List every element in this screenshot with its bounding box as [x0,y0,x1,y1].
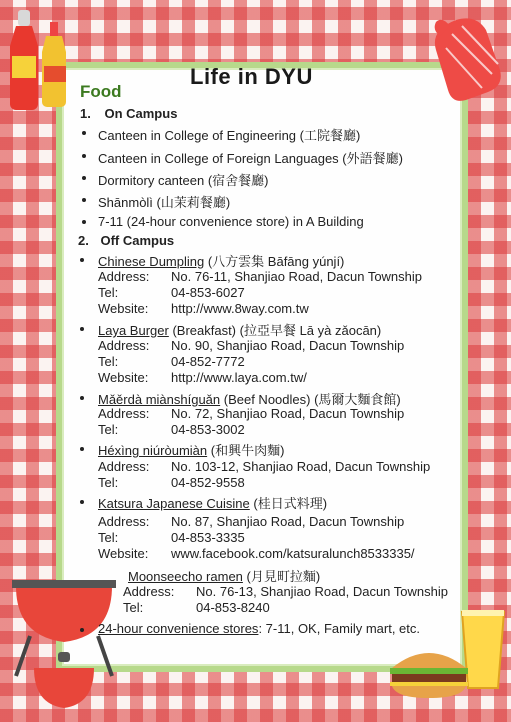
website-link[interactable]: http://www.laya.com.tw/ [171,370,307,385]
bullet [80,396,84,400]
bullet [80,500,84,504]
section-label-food: Food [80,82,122,101]
oven-mitt-icon [432,14,504,106]
list-item: Canteen in College of Foreign Languages (外語餐廳) [98,151,403,166]
tel-value: 04-852-9558 [171,475,245,490]
address-value: No. 87, Shanjiao Road, Dacun Township [171,514,405,529]
address-label: Address: [98,514,150,529]
place-name-link[interactable]: Laya Burger [98,323,169,338]
bullet [80,628,84,632]
tel-label: Tel: [98,530,119,545]
bullet [80,258,84,262]
address-label: Address: [98,338,150,353]
place-tel [98,475,245,490]
website-label: Website: [98,301,149,316]
tel-value: 04-853-3335 [171,530,245,545]
place-extra: (桂日式料理) [249,496,328,511]
list-item: Shānmòlì (山茉莉餐廳) [98,195,231,210]
tel-label: Tel: [98,422,119,437]
tel-label: Tel: [98,285,119,300]
bullet [80,447,84,451]
mustard-bottle-icon [38,22,72,108]
address-label: Address: [123,584,175,599]
place-name-link[interactable]: 24-hour convenience stores [98,621,259,636]
place-address [98,338,404,353]
place-title [98,621,420,636]
page-title: Life in DYU [190,64,313,89]
place-tel [98,422,245,437]
address-value: No. 90, Shanjiao Road, Dacun Township [171,338,405,353]
place-title [98,440,284,459]
place-address [98,459,430,474]
address-value: No. 76-11, Shanjiao Road, Dacun Township [171,269,423,284]
place-address [98,406,404,421]
place-name-link[interactable]: Héxìng niúròumiàn [98,443,208,458]
off-campus-heading [78,233,174,248]
place-address [98,514,404,529]
bullet [82,198,86,202]
list-item: Canteen in College of Engineering (工院餐廳) [98,128,361,143]
tel-label: Tel: [98,475,119,490]
place-website [98,370,307,385]
place-extra: : 7-11, OK, Family mart, etc. [258,621,421,636]
place-tel [98,285,245,300]
place-title [98,251,344,270]
place-extra: (八方雲集 Bāfāng yúnjí) [204,254,345,269]
place-extra: (Beef Noodles) (馬爾大麵食館) [220,392,401,407]
website-label: Website: [98,546,149,561]
place-website [98,546,415,561]
place-name-link[interactable]: Chinese Dumpling [98,254,205,269]
place-extra: (Breakfast) (拉亞早餐 Lā yà zǎocān) [168,323,382,338]
address-label: Address: [98,459,150,474]
heading-text: Off Campus [100,233,175,248]
website-label: Website: [98,370,149,385]
place-tel [98,530,245,545]
list-number: 2. [78,233,89,248]
heading-text: On Campus [104,106,178,121]
address-value: No. 103-12, Shanjiao Road, Dacun Township [171,459,431,474]
place-extra: (和興牛肉麵) [207,443,285,458]
list-number: 1. [80,106,91,121]
address-value: No. 76-13, Shanjiao Road, Dacun Township [196,584,448,599]
address-label: Address: [98,406,150,421]
list-item: 7-11 (24-hour convenience store) in A Building [98,214,364,229]
place-name-link[interactable]: Moonseecho ramen [128,569,243,584]
place-title [98,320,381,339]
place-title [128,566,320,585]
tel-value: 04-853-6027 [171,285,245,300]
list-item: Dormitory canteen (宿舍餐廳) [98,173,269,188]
bullet [82,131,86,135]
tel-value: 04-852-7772 [171,354,245,369]
tel-value: 04-853-8240 [196,600,270,615]
tel-value: 04-853-3002 [171,422,245,437]
bullet [82,154,86,158]
grill-icon [10,556,118,722]
place-name-link[interactable]: Mǎěrdà miànshíguǎn [98,392,221,407]
address-value: No. 72, Shanjiao Road, Dacun Township [171,406,405,421]
burger-icon [386,640,472,702]
place-title [98,493,327,512]
place-extra: (月見町拉麵) [242,569,321,584]
place-tel [98,354,245,369]
place-address [123,584,448,599]
bullet [80,327,84,331]
tel-label: Tel: [123,600,144,615]
bullet [82,220,86,224]
website-link[interactable]: www.facebook.com/katsuralunch8533335/ [171,546,415,561]
place-address [98,269,422,284]
place-website [98,301,309,316]
place-name-link[interactable]: Katsura Japanese Cuisine [98,496,250,511]
website-link[interactable]: http://www.8way.com.tw [171,301,309,316]
address-label: Address: [98,269,150,284]
bullet [82,176,86,180]
place-tel [123,600,270,615]
tel-label: Tel: [98,354,119,369]
on-campus-heading [80,106,177,121]
